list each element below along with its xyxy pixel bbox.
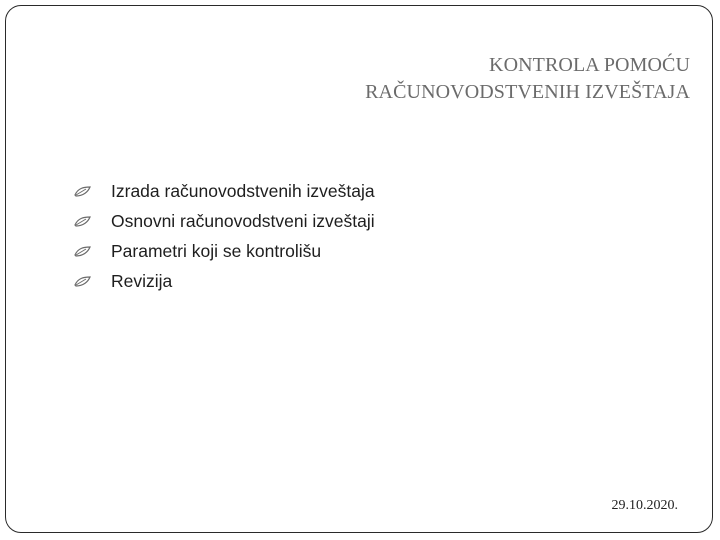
slide-title-line-1: KONTROLA POMOĆU (489, 54, 690, 76)
slide-title (365, 52, 690, 106)
slide-title-line-2: RAČUNOVODSTVENIH IZVEŠTAJA (365, 81, 690, 103)
leaf-bullet-icon (74, 276, 91, 287)
bullet-text: Izrada računovodstvenih izveštaja (111, 181, 375, 201)
leaf-bullet-icon (74, 186, 91, 197)
slide-date: 29.10.2020. (611, 498, 678, 513)
bullet-text: Parametri koji se kontrolišu (111, 241, 322, 261)
bullet-text: Revizija (111, 271, 173, 291)
bullet-text: Osnovni računovodstveni izveštaji (111, 211, 375, 231)
leaf-bullet-icon (74, 246, 91, 257)
leaf-bullet-icon (74, 216, 91, 227)
